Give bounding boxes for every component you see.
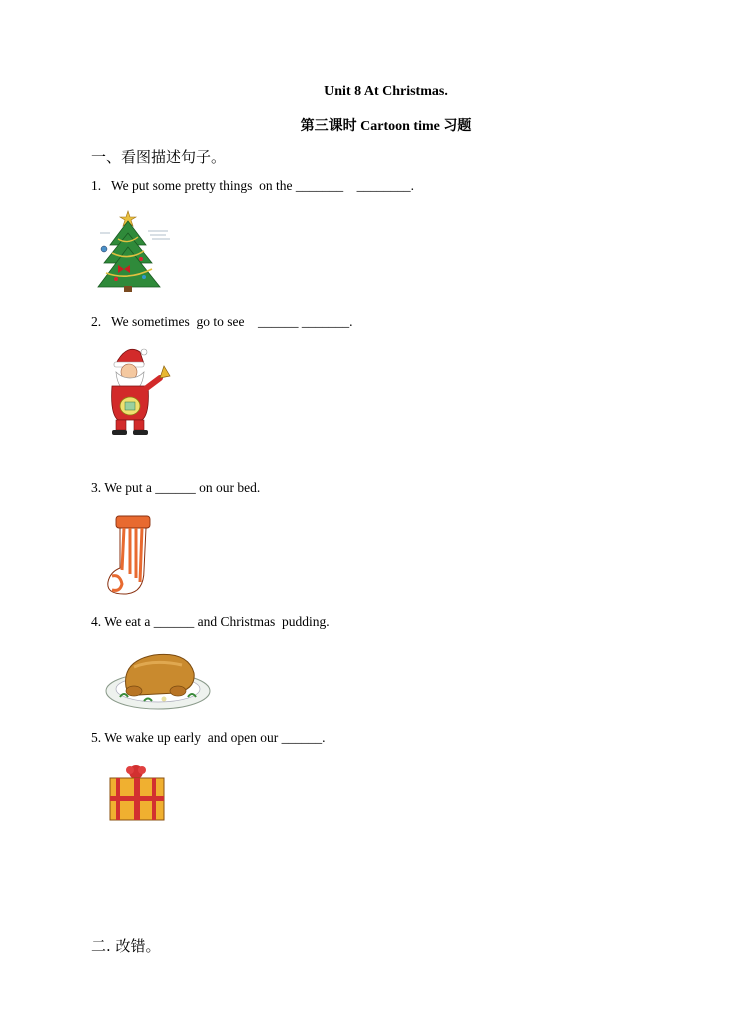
christmas-tree-image — [96, 207, 176, 295]
page-title: Unit 8 At Christmas. — [324, 84, 448, 99]
question-5: 5. We wake up early and open our ______. — [91, 730, 326, 745]
section-2-heading: 二. 改错。 — [91, 937, 161, 955]
question-2: 2. We sometimes go to see ______ _______. — [91, 314, 353, 329]
stocking-image — [100, 514, 154, 598]
section-1-heading: 一、看图描述句子。 — [91, 148, 227, 166]
santa-claus-image — [104, 344, 182, 438]
page-subtitle: 第三课时 Cartoon time 习题 — [300, 119, 472, 134]
question-4: 4. We eat a ______ and Christmas pudding. — [91, 614, 330, 629]
present-image — [106, 762, 168, 824]
roast-turkey-image — [104, 647, 212, 713]
question-3: 3. We put a ______ on our bed. — [91, 480, 261, 495]
question-1: 1. We put some pretty things on the _______ ________. — [91, 178, 415, 193]
